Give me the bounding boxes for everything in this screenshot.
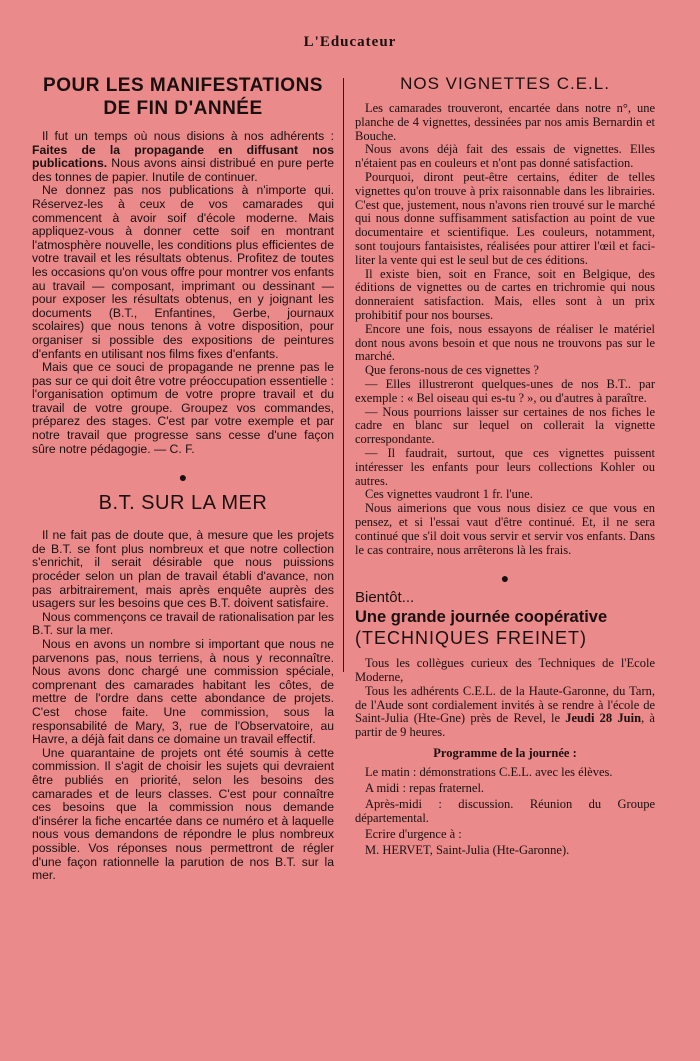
vignettes-paragraph-8: — Nous pourrions laisser sur certaines de nos fiches le cadre en blanc sur lequel on collerait la vignette correspondante. <box>355 404 655 447</box>
article-title-vignettes: NOS VIGNETTES C.E.L. <box>400 74 610 93</box>
program-item: Le matin : démonstrations C.E.L. avec les élèves. <box>365 765 613 780</box>
announcement-paragraph-1: Tous les collègues curieux des Techniques de l'Ecole Moderne, <box>355 656 655 685</box>
vignettes-paragraph-7: — Elles illustreront quelques-unes de nos B.T.. par exemple : « Bel oiseau qui es-tu ? », ou d'autres à paraître. <box>355 376 655 405</box>
bt-paragraph-4: Une quarantaine de projets ont été soumis à cette commission. Il s'agit de choisir les sujets qui devraient être publiés en priorité, selon les besoins des camarades et de leurs classes. C'est pour connaître ces besoins que la commission nous demande d'insérer la fiche encartée dans ce numéro et à laquelle nous vous demandons de répondre le plus nombreux possible. Vos réponses nous permettront de régler d'une façon rationnelle la parution de nos B.T. sur la mer. <box>32 745 334 883</box>
vignettes-paragraph-9: — Il faudrait, surtout, que ces vignettes puissent intéresser les enfants pour leurs collections Kohler ou autres. <box>355 445 655 488</box>
bt-paragraph-2: Nous commençons ce travail de rationalisation par les B.T. sur la mer. <box>32 609 334 638</box>
left-column <box>32 74 334 883</box>
vignettes-paragraph-6: Que ferons-nous de ces vignettes ? <box>365 363 539 378</box>
contact-instruction: Ecrire d'urgence à : <box>365 827 462 842</box>
vignettes-paragraph-1: Les camarades trouveront, encartée dans notre n°, une planche de 4 vignettes, dessinées par nos amis Bernardin et Bouche. <box>355 101 655 143</box>
section-bullet: ● <box>178 469 188 486</box>
announcement-paragraph-2: Tous les adhérents C.E.L. de la Haute-Garonne, du Tarn, de l'Aude sont cordialement invités à se rendre à l'école de Saint-Julia (Hte-Gne) près de Revel, le Jeudi 28 Juin, à partir de 9 heures. <box>355 683 655 740</box>
program-item: A midi : repas fraternel. <box>365 781 485 796</box>
section-bullet: ● <box>500 572 510 588</box>
manifestations-paragraph-2: Ne donnez pas nos publications à n'importe qui. Réservez-les à ceux de vos camarades qui commencent à avoir soif d'école moderne. Mais appliquez-vous à donner cette soif en montrant l'atmosphère nouvelle, les conditions plus efficientes de votre travail et les résultats obtenus. Profitez de toutes les occasions qu'on vous offre pour montrer vos enfants au travail — composant, imprimant ou dessinant — pour exposer les résultats obtenus, en y joignant les documents (B.T., Enfantines, Gerbe, journaux scolaires) que nous tenons à votre disposition, pour organiser si possible des expositions de peintures d'enfants en utilisant nos films fixes d'enfants. <box>32 183 334 361</box>
right-column <box>355 74 655 857</box>
page-header: L'Educateur <box>303 34 397 50</box>
announcement-kicker: Bientôt... <box>355 589 415 607</box>
program-item: Après-midi : discussion. Réunion du Groupe départemental. <box>355 797 655 826</box>
vignettes-paragraph-4: Il existe bien, soit en France, soit en Belgique, des éditions de vignettes ou de cartes en trichromie qui nous donneraient satisfaction. Mais, elles sont à un prix prohibitif pour nos bourses. <box>355 266 655 322</box>
bt-paragraph-1: Il ne fait pas de doute que, à mesure que les projets de B.T. se font plus nombreux et que notre collection s'enrichit, il serait désirable que nous puissions procéder selon un plan de travail établi d'avance, non pas arbitrairement, mais après enquête auprès des usagers sur les besoins que ces B.T. doivent satisfaire. <box>32 528 334 611</box>
column-divider <box>343 78 344 672</box>
manifestations-paragraph-3: Mais que ce souci de propagande ne prenne pas le pas sur ce qui doit être votre préoccupation essentielle : l'organisation optimum de votre propre travail et du travail de votre groupe. Groupez vos commandes, préparez des stages. C'est par votre exemple et par notre travail que progresse sans cesse d'une façon sûre notre pédagogie. — C. F. <box>32 360 334 456</box>
contact-address: M. HERVET, Saint-Julia (Hte-Garonne). <box>365 843 570 858</box>
bt-paragraph-3: Nous en avons un nombre si important que nous ne parvenons pas, nous terriens, à nous y reconnaître. Nous avons donc chargé une commission spéciale, comprenant des camarades habitant les côtes, de mettre de l'ordre dans cette abondance de projets. C'est chose faite. Une commission, sous la responsabilité de Mary, 3, rue de l'Observatoire, au Havre, a déjà fait dans ce domaine un travail effectif. <box>32 637 334 747</box>
announcement-subtitle: (TECHNIQUES FREINET) <box>355 628 588 649</box>
vignettes-paragraph-11: Nous aimerions que vous nous disiez ce que vous en pensez, et si l'essai vaut d'être continué. Et, il ne sera continué que s'il doit vous servir et servir vos enfants. Dans le cas contraire, nous arrêterons là les frais. <box>355 501 655 557</box>
vignettes-paragraph-3: Pourquoi, diront peut-être certains, éditer de telles vignettes qu'on trouve à prix raisonnable dans les librairies. C'est que, justement, nous n'avons rien trouvé sur le marché qui nous donne suffisamment satisfaction au point de vue documentaire et scientifique. Les couleurs, notamment, sont toujours fantaisistes, réalisées pour attirer l'œil et faciliter la vente qui est le seul but de ces éditions. <box>355 169 655 267</box>
article-title-bt-mer: B.T. SUR LA MER <box>98 492 268 515</box>
vignettes-paragraph-2: Nous avons déjà fait des essais de vignettes. Elles n'étaient pas en couleurs et n'ont pas donné satisfaction. <box>355 142 655 171</box>
vignettes-paragraph-10: Ces vignettes vaudront 1 fr. l'une. <box>365 487 533 502</box>
article-title-manifestations: POUR LES MANIFESTATIONS DE FIN D'ANNÉE <box>43 75 323 119</box>
manifestations-paragraph-1: Il fut un temps où nous disions à nos adhérents : Faites de la propagande en diffusant nos publications. Nous avons ainsi distribué en pure perte des tonnes de papier. Inutile de continuer. <box>32 129 334 184</box>
announcement-title: Une grande journée coopérative <box>355 608 608 627</box>
program-title: Programme de la journée : <box>433 746 577 761</box>
vignettes-paragraph-5: Encore une fois, nous essayons de réaliser le matériel dont nous avons besoin et que nous ne trouvons pas sur le marché. <box>355 321 655 364</box>
